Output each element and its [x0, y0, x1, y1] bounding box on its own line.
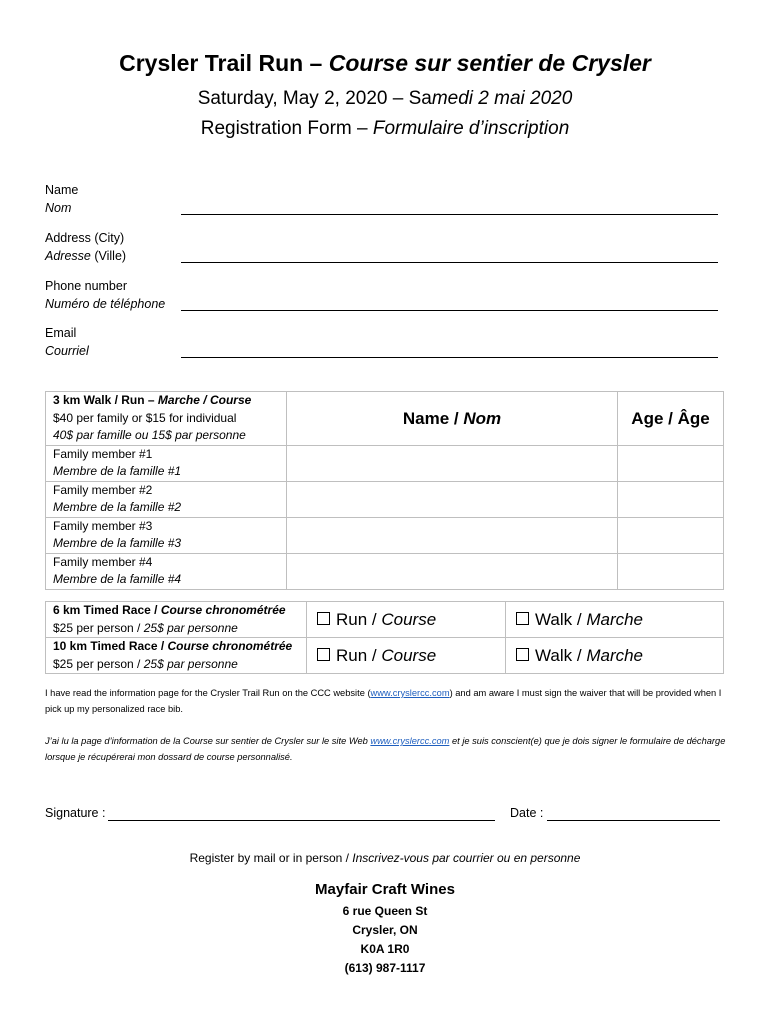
member-2-age-cell[interactable] [618, 481, 724, 517]
email-input-line[interactable] [181, 357, 718, 358]
member-2-label: Family member #2 Membre de la famille #2 [46, 481, 287, 517]
member-2-name-cell[interactable] [287, 481, 618, 517]
date-fr: medi 2 mai 2020 [431, 88, 573, 109]
title-separator: – [303, 50, 329, 76]
store-name: Mayfair Craft Wines [315, 881, 455, 898]
date-field[interactable] [510, 806, 720, 820]
address-input-line[interactable] [181, 262, 718, 263]
table-row [46, 517, 724, 553]
checkbox-icon[interactable] [317, 612, 330, 625]
email-field[interactable] [45, 324, 725, 364]
member-4-label: Family member #4 Membre de la famille #4 [46, 553, 287, 589]
member-3-name-cell[interactable] [287, 517, 618, 553]
table-row [46, 638, 724, 674]
table-row [46, 602, 724, 638]
city: Crysler, ON [352, 923, 418, 937]
race-10km-run-option[interactable]: Run / Course [307, 638, 506, 674]
race-6km-walk-option[interactable]: Walk / Marche [506, 602, 724, 638]
event-date [0, 88, 770, 110]
title-fr: Course sur sentier de Crysler [328, 50, 651, 76]
name-input-line[interactable] [181, 214, 718, 215]
waiver-text-fr: J’ai lu la page d’information de la Course sur sentier de Crysler sur le site Web www.cryslercc.com et je suis conscient(e) que je dois signer le formulaire de décharge lorsque je récupérerai mon dossard de course personnalisé. [45, 736, 726, 762]
email-label: Email Courriel [45, 326, 89, 358]
address-label: Address (City) Adresse (Ville) [45, 231, 127, 263]
member-3-age-cell[interactable] [618, 517, 724, 553]
signature-field[interactable] [45, 806, 495, 820]
address-field[interactable] [45, 229, 725, 269]
website-link[interactable]: www.cryslercc.com [370, 688, 450, 698]
age-column-header: Age / Âge [618, 392, 724, 446]
subtitle-fr: Formulaire d’inscription [372, 118, 570, 139]
checkbox-icon[interactable] [317, 648, 330, 661]
register-instructions: Register by mail or in person / Inscrivez-vous par courrier ou en personne [189, 851, 581, 865]
member-4-age-cell[interactable] [618, 553, 724, 589]
race-6km-run-option[interactable]: Run / Course [307, 602, 506, 638]
member-1-name-cell[interactable] [287, 445, 618, 481]
walk-run-heading-cell: 3 km Walk / Run – Marche / Course $40 per family or $15 for individual 40$ par famille ou 15$ par personne [46, 392, 287, 446]
phone-field[interactable] [45, 277, 725, 317]
race-10km-walk-option[interactable]: Walk / Marche [506, 638, 724, 674]
waiver-text-en: I have read the information page for the Crysler Trail Run on the CCC website (www.cryslercc.com) and am aware I must sign the waiver that will be provided when I pick up my personalized race bib. [45, 688, 722, 714]
title-en: Crysler Trail Run [119, 50, 304, 76]
name-column-header: Name / Nom [287, 392, 618, 446]
name-field[interactable] [45, 181, 725, 221]
phone-input-line[interactable] [181, 310, 718, 311]
postal-code: K0A 1R0 [360, 942, 410, 956]
member-4-name-cell[interactable] [287, 553, 618, 589]
name-label: Name Nom [45, 183, 79, 215]
form-title [0, 50, 770, 77]
form-subtitle [0, 118, 770, 140]
member-3-label: Family member #3 Membre de la famille #3 [46, 517, 287, 553]
member-1-label: Family member #1 Membre de la famille #1 [46, 445, 287, 481]
subtitle-en: Registration Form – [200, 118, 373, 139]
website-link-fr[interactable]: www.cryslercc.com [370, 736, 450, 746]
date-en: Saturday, May 2, 2020 – Sa [197, 88, 432, 109]
timed-race-table [45, 601, 724, 674]
member-1-age-cell[interactable] [618, 445, 724, 481]
checkbox-icon[interactable] [516, 612, 529, 625]
phone-label: Phone number Numéro de téléphone [45, 279, 166, 311]
phone-number: (613) 987-1117 [344, 961, 426, 975]
race-6km-cell: 6 km Timed Race / Course chronométrée $25 per person / 25$ par personne [46, 602, 307, 638]
checkbox-icon[interactable] [516, 648, 529, 661]
date-line[interactable] [547, 820, 720, 821]
signature-line[interactable] [108, 820, 495, 821]
street-address: 6 rue Queen St [342, 904, 428, 918]
table-row [46, 481, 724, 517]
signature-label: Signature : [45, 806, 106, 820]
table-row [46, 553, 724, 589]
table-row [46, 445, 724, 481]
date-label: Date : [510, 806, 544, 820]
walk-run-table [45, 391, 724, 590]
race-10km-cell: 10 km Timed Race / Course chronométrée $25 per person / 25$ par personne [46, 638, 307, 674]
